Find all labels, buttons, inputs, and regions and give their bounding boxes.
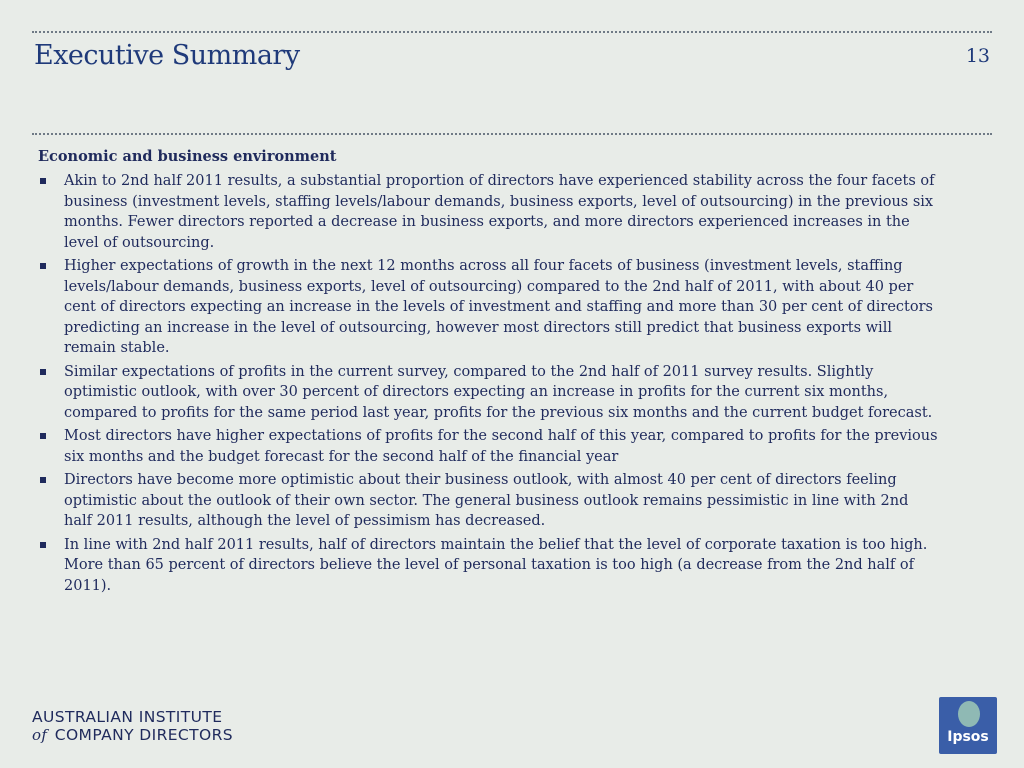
list-item — [38, 171, 938, 253]
square-bullet-icon — [40, 369, 46, 375]
list-item — [38, 362, 938, 424]
square-bullet-icon — [40, 542, 46, 548]
bullet-text: Akin to 2nd half 2011 results, a substantial proportion of directors have experienced stability across the four facets of business (investment levels, staffing levels/labour demands, business exports, level of outsourcing) in the previous six months. Fewer directors reported a decrease in business exports, and more directors experienced increases in the level of outsourcing. — [64, 173, 935, 251]
bullet-text: Similar expectations of profits in the current survey, compared to the 2nd half of 2011 survey results. Slightly optimistic outlook, with over 30 percent of directors expecting an increase in profits for the current six months, compared to profits for the same period last year, profits for the previous six months and the current budget forecast. — [64, 363, 933, 421]
bullet-text: Most directors have higher expectations of profits for the second half of this year, compared to profits for the previous six months and the budget forecast for the second half of the financial year — [64, 428, 938, 465]
page-number: 13 — [965, 45, 990, 67]
list-item — [38, 535, 938, 597]
list-item — [38, 256, 938, 359]
bullet-text: Higher expectations of growth in the next 12 months across all four facets of business (investment levels, staffing levels/labour demands, business exports, level of outsourcing) compared to the 2nd half of 2011, with about 40 per cent of directors expecting an increase in the levels of investment and staffing and more than 30 per cent of directors predicting an increase in the level of outsourcing, however most directors still predict that business exports will remain stable. — [64, 258, 933, 356]
summary-content — [38, 148, 938, 599]
ipsos-dot-icon — [958, 701, 980, 727]
aicd-logo-line1: AUSTRALIAN INSTITUTE — [32, 708, 223, 726]
title-divider — [32, 133, 992, 135]
aicd-logo-line2 — [32, 726, 233, 744]
list-item — [38, 426, 938, 467]
square-bullet-icon — [40, 178, 46, 184]
aicd-logo — [32, 708, 233, 744]
bullet-list — [38, 171, 938, 596]
square-bullet-icon — [40, 477, 46, 483]
bullet-text: In line with 2nd half 2011 results, half of directors maintain the belief that the level of corporate taxation is too high. More than 65 percent of directors believe the level of personal taxation is too high (a decrease from the 2nd half of 2011). — [64, 536, 928, 594]
ipsos-wordmark: Ipsos — [947, 729, 989, 745]
ipsos-logo — [939, 697, 997, 754]
square-bullet-icon — [40, 263, 46, 269]
aicd-logo-company: COMPANY DIRECTORS — [54, 726, 234, 744]
page-title: Executive Summary — [34, 40, 300, 71]
top-divider — [32, 31, 992, 33]
list-item — [38, 470, 938, 532]
section-heading: Economic and business environment — [38, 148, 337, 165]
aicd-logo-of: of — [32, 726, 48, 744]
square-bullet-icon — [40, 433, 46, 439]
bullet-text: Directors have become more optimistic about their business outlook, with almost 40 per cent of directors feeling optimistic about the outlook of their own sector. The general business outlook remains pessimistic in line with 2nd half 2011 results, although the level of pessimism has decreased. — [64, 472, 909, 529]
